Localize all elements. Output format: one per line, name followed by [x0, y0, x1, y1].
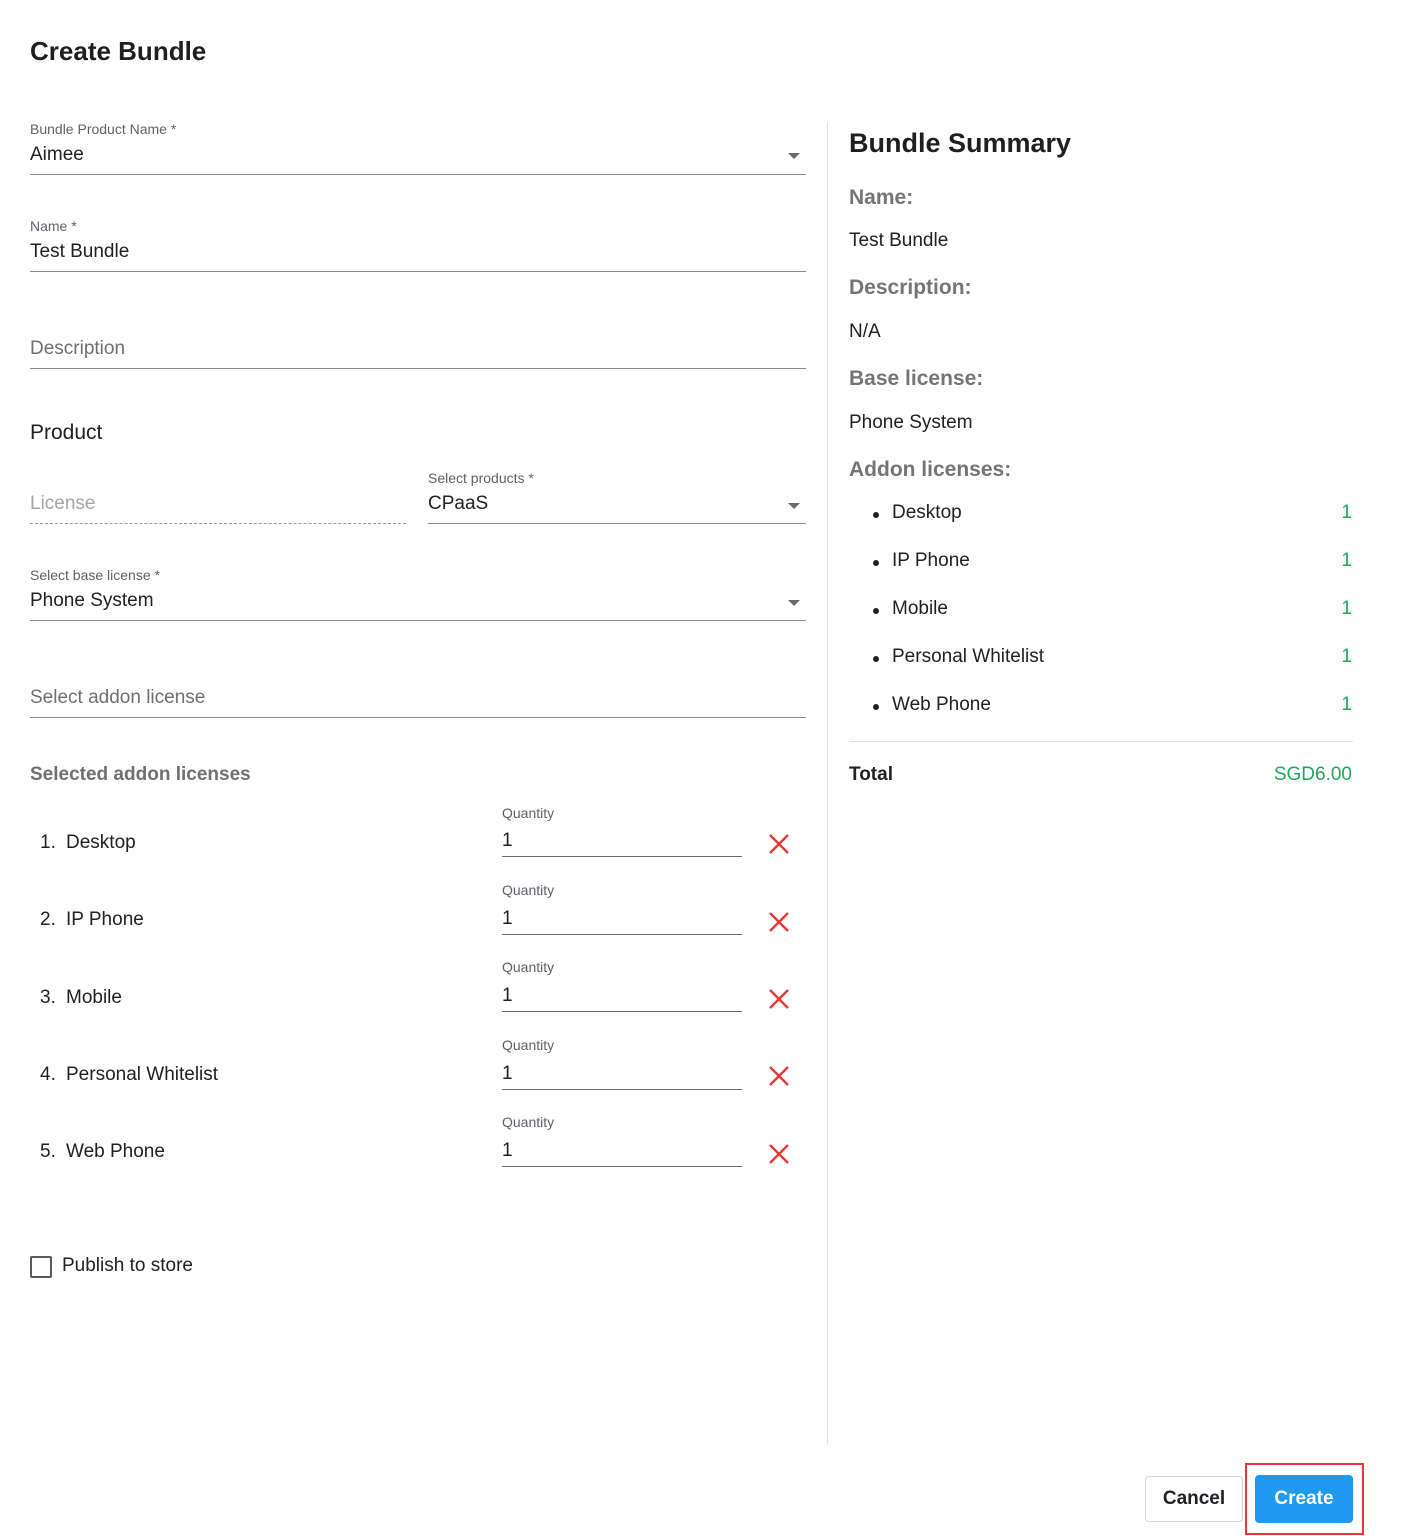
- name-value: Test Bundle: [30, 241, 130, 262]
- bullet-icon: [873, 512, 879, 518]
- summary-addon-qty: 1: [1341, 550, 1352, 571]
- bullet-icon: [873, 560, 879, 566]
- summary-addon-name: Personal Whitelist: [892, 646, 1045, 667]
- bullet-icon: [873, 608, 879, 614]
- addon-number: 5.: [40, 1141, 56, 1162]
- caret-down-icon: [788, 503, 800, 509]
- addon-number: 1.: [40, 832, 56, 853]
- addon-name: Desktop: [66, 832, 136, 853]
- field-underline: [30, 620, 806, 621]
- summary-description-label: Description:: [849, 276, 972, 299]
- quantity-label: Quantity: [502, 805, 555, 821]
- checkbox-unchecked-icon[interactable]: [30, 1256, 52, 1278]
- summary-name-label: Name:: [849, 186, 914, 209]
- summary-addon-name: Mobile: [892, 598, 948, 619]
- summary-addon-name: Desktop: [892, 502, 962, 523]
- summary-addon-qty: 1: [1341, 646, 1352, 667]
- addon-name: Web Phone: [66, 1141, 165, 1162]
- bullet-icon: [873, 656, 879, 662]
- summary-description-value: N/A: [849, 321, 881, 342]
- caret-down-icon: [788, 600, 800, 606]
- license-placeholder: License: [30, 493, 96, 514]
- bullet-icon: [873, 704, 879, 710]
- field-underline: [30, 271, 806, 272]
- addon-number: 3.: [40, 987, 56, 1008]
- panel-divider: [827, 122, 828, 1444]
- close-icon[interactable]: [767, 1142, 791, 1166]
- total-label: Total: [849, 764, 893, 785]
- quantity-input[interactable]: [502, 904, 742, 935]
- close-icon[interactable]: [767, 1064, 791, 1088]
- summary-title: Bundle Summary: [849, 128, 1072, 158]
- select-products-label: Select products *: [428, 470, 534, 486]
- close-icon[interactable]: [767, 832, 791, 856]
- summary-base-label: Base license:: [849, 367, 984, 390]
- addon-number: 2.: [40, 909, 56, 930]
- addon-name: Personal Whitelist: [66, 1064, 219, 1085]
- quantity-label: Quantity: [502, 1037, 555, 1053]
- summary-addon-name: IP Phone: [892, 550, 970, 571]
- publish-label[interactable]: Publish to store: [62, 1255, 193, 1276]
- addon-license-placeholder: Select addon license: [30, 687, 206, 708]
- bundle-product-value: Aimee: [30, 144, 84, 165]
- base-license-value: Phone System: [30, 590, 154, 611]
- dialog-title: Create Bundle: [30, 36, 207, 66]
- selected-addons-heading: Selected addon licenses: [30, 764, 251, 785]
- quantity-label: Quantity: [502, 959, 555, 975]
- addon-name: IP Phone: [66, 909, 144, 930]
- summary-divider: [849, 741, 1353, 742]
- base-license-label: Select base license *: [30, 567, 160, 583]
- close-icon[interactable]: [767, 910, 791, 934]
- summary-addon-qty: 1: [1341, 598, 1352, 619]
- summary-addon-qty: 1: [1341, 694, 1352, 715]
- quantity-input[interactable]: [502, 1136, 742, 1167]
- summary-addon-qty: 1: [1341, 502, 1352, 523]
- quantity-label: Quantity: [502, 1114, 555, 1130]
- addon-name: Mobile: [66, 987, 122, 1008]
- cancel-button[interactable]: Cancel: [1145, 1476, 1243, 1522]
- product-section-heading: Product: [30, 421, 103, 444]
- summary-name-value: Test Bundle: [849, 230, 949, 251]
- field-underline: [30, 523, 406, 524]
- field-underline: [30, 717, 806, 718]
- summary-addon-name: Web Phone: [892, 694, 991, 715]
- select-products-value: CPaaS: [428, 493, 489, 514]
- quantity-input[interactable]: [502, 826, 742, 857]
- field-underline: [30, 368, 806, 369]
- summary-addon-label: Addon licenses:: [849, 458, 1012, 481]
- bundle-product-label: Bundle Product Name *: [30, 121, 177, 137]
- description-placeholder: Description: [30, 338, 126, 359]
- close-icon[interactable]: [767, 987, 791, 1011]
- field-underline: [428, 523, 806, 524]
- addon-number: 4.: [40, 1064, 56, 1085]
- caret-down-icon: [788, 153, 800, 159]
- quantity-input[interactable]: [502, 1059, 742, 1090]
- total-value: SGD6.00: [1273, 764, 1352, 785]
- quantity-label: Quantity: [502, 882, 555, 898]
- summary-base-value: Phone System: [849, 412, 973, 433]
- field-underline: [30, 174, 806, 175]
- create-button[interactable]: Create: [1255, 1475, 1353, 1523]
- name-label: Name *: [30, 218, 77, 234]
- quantity-input[interactable]: [502, 981, 742, 1012]
